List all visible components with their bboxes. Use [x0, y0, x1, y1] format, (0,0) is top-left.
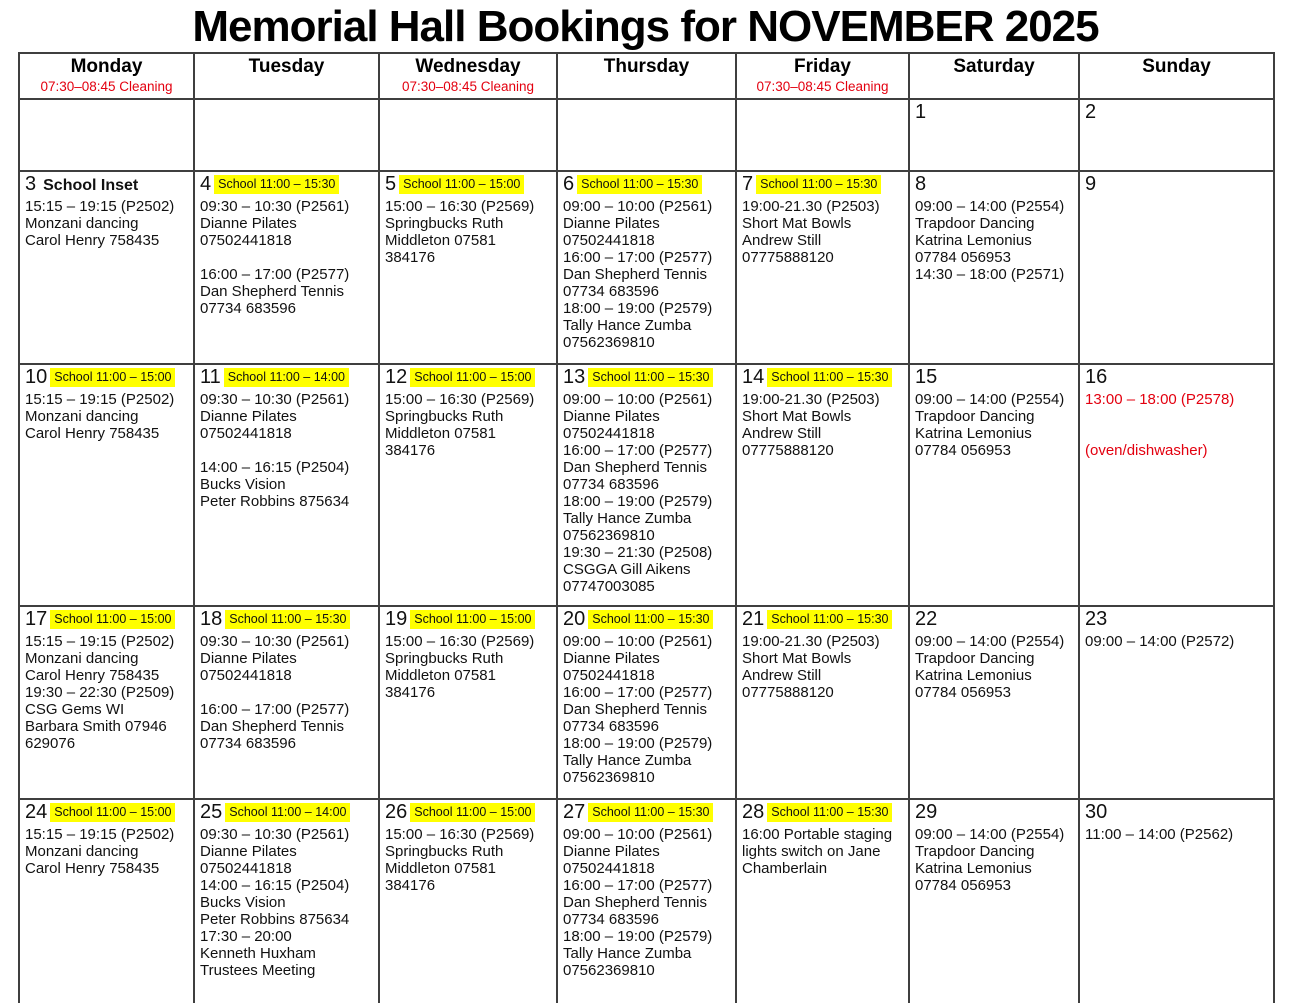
booking-line: 07502441818 — [200, 232, 292, 249]
school-hours-highlight: School 11:00 – 15:00 — [50, 610, 175, 629]
booking-line: 07775888120 — [742, 684, 834, 701]
day-number: 24 — [25, 801, 48, 823]
day-cell-top — [25, 173, 189, 197]
calendar-week-row — [19, 99, 1274, 171]
day-cell-top — [25, 366, 189, 390]
booking-line: CSGGA Gill Aikens — [563, 561, 691, 578]
booking-line: Andrew Still — [742, 232, 822, 249]
booking-line: 09:00 – 10:00 (P2561) — [563, 198, 713, 215]
booking-line: 07502441818 — [200, 860, 292, 877]
booking-line: Springbucks Ruth — [385, 843, 504, 860]
booking-line: Carol Henry 758435 — [25, 860, 160, 877]
booking-line: Monzani dancing — [25, 843, 139, 860]
booking-line: 07562369810 — [563, 769, 655, 786]
day-cell-5 — [379, 171, 557, 364]
booking-line: Katrina Lemonius — [915, 232, 1032, 249]
day-cell-top — [563, 608, 731, 632]
booking-line: 07502441818 — [563, 425, 655, 442]
booking-line: 09:00 – 14:00 (P2554) — [915, 198, 1065, 215]
day-cell-23 — [1079, 606, 1274, 799]
booking-line: Dan Shepherd Tennis — [563, 894, 707, 911]
booking-line: 19:30 – 22:30 (P2509) — [25, 684, 175, 701]
school-hours-highlight: School 11:00 – 15:30 — [225, 610, 350, 629]
calendar-week-row — [19, 606, 1274, 799]
school-hours-highlight: School 11:00 – 15:30 — [588, 368, 713, 387]
day-number: 16 — [1085, 366, 1108, 388]
school-hours-highlight: School 11:00 – 15:30 — [756, 175, 881, 194]
booking-line: Dan Shepherd Tennis — [200, 718, 344, 735]
day-header-label: Thursday — [603, 56, 690, 77]
day-cell-top — [385, 173, 552, 197]
booking-line: 07562369810 — [563, 334, 655, 351]
day-cell-top — [563, 801, 731, 825]
day-cell-12 — [379, 364, 557, 606]
booking-line: 09:00 – 14:00 (P2554) — [915, 826, 1065, 843]
booking-line — [200, 442, 374, 459]
booking-line: Tally Hance Zumba — [563, 752, 692, 769]
booking-line: Middleton 07581 — [385, 425, 496, 442]
school-inset-label: School Inset — [43, 177, 139, 194]
booking-line: 18:00 – 19:00 (P2579) — [563, 928, 713, 945]
booking-line: Barbara Smith 07946 — [25, 718, 167, 735]
day-cell-26 — [379, 799, 557, 1003]
booking-line: 07562369810 — [563, 962, 655, 979]
booking-line — [1085, 425, 1269, 442]
day-number: 15 — [915, 366, 938, 388]
day-number: 11 — [200, 366, 221, 388]
day-number: 27 — [563, 801, 586, 823]
booking-line: 14:00 – 16:15 (P2504) — [200, 877, 350, 894]
day-cell-top — [742, 173, 904, 197]
booking-line: Short Mat Bowls — [742, 408, 852, 425]
booking-line: 09:00 – 10:00 (P2561) — [563, 391, 713, 408]
day-cell-16 — [1079, 364, 1274, 606]
booking-line: Middleton 07581 — [385, 860, 496, 877]
booking-line: Dianne Pilates — [563, 215, 660, 232]
booking-line: 18:00 – 19:00 (P2579) — [563, 300, 713, 317]
booking-line: Andrew Still — [742, 425, 822, 442]
day-number: 2 — [1085, 101, 1097, 123]
day-header-thursday — [557, 53, 736, 99]
booking-line: 15:15 – 19:15 (P2502) — [25, 826, 175, 843]
booking-line: 07502441818 — [563, 667, 655, 684]
day-cell-top — [915, 173, 1074, 197]
booking-line: Monzani dancing — [25, 408, 139, 425]
booking-line: 09:30 – 10:30 (P2561) — [200, 391, 350, 408]
day-cell-2 — [1079, 99, 1274, 171]
day-number: 25 — [200, 801, 223, 823]
day-cell-top — [385, 366, 552, 390]
booking-line: 19:00-21.30 (P2503) — [742, 391, 880, 408]
booking-line: 18:00 – 19:00 (P2579) — [563, 493, 713, 510]
booking-line: Middleton 07581 — [385, 232, 496, 249]
booking-line: 09:00 – 10:00 (P2561) — [563, 633, 713, 650]
day-header-sunday — [1079, 53, 1274, 99]
day-cell-22 — [909, 606, 1079, 799]
day-cell-top — [915, 101, 1074, 125]
day-header-label: Sunday — [1142, 56, 1211, 77]
booking-line: 09:30 – 10:30 (P2561) — [200, 633, 350, 650]
booking-line: Chamberlain — [742, 860, 828, 877]
school-hours-highlight: School 11:00 – 15:00 — [50, 368, 175, 387]
booking-line: 07734 683596 — [563, 476, 659, 493]
day-header-label: Wednesday — [415, 56, 521, 77]
day-cell-top — [742, 608, 904, 632]
booking-line: Carol Henry 758435 — [25, 232, 160, 249]
booking-line: 19:00-21.30 (P2503) — [742, 633, 880, 650]
booking-line: Dianne Pilates — [200, 650, 297, 667]
day-cell-top — [1085, 366, 1269, 390]
booking-line: 384176 — [385, 249, 436, 266]
calendar-week-row — [19, 364, 1274, 606]
booking-line — [1085, 408, 1269, 425]
page-title: Memorial Hall Bookings for NOVEMBER 2025 — [192, 2, 1099, 51]
booking-line: Monzani dancing — [25, 650, 139, 667]
day-number: 3 — [25, 173, 37, 195]
school-hours-highlight: School 11:00 – 15:30 — [767, 803, 892, 822]
booking-line: Trapdoor Dancing — [915, 215, 1035, 232]
day-cell-top — [385, 608, 552, 632]
booking-line: Tally Hance Zumba — [563, 510, 692, 527]
booking-line: 07734 683596 — [200, 300, 296, 317]
booking-line: 07784 056953 — [915, 684, 1011, 701]
booking-line: Katrina Lemonius — [915, 860, 1032, 877]
booking-line: 19:00-21.30 (P2503) — [742, 198, 880, 215]
day-cell-empty — [736, 99, 909, 171]
day-number: 14 — [742, 366, 765, 388]
day-cell-top — [1085, 173, 1269, 197]
booking-line: Trapdoor Dancing — [915, 843, 1035, 860]
booking-line: 13:00 – 18:00 (P2578) — [1085, 391, 1235, 408]
day-number: 29 — [915, 801, 938, 823]
booking-line: 14:00 – 16:15 (P2504) — [200, 459, 350, 476]
day-number: 21 — [742, 608, 765, 630]
booking-line: 07775888120 — [742, 249, 834, 266]
booking-line: 15:15 – 19:15 (P2502) — [25, 633, 175, 650]
booking-line: Dianne Pilates — [563, 408, 660, 425]
day-cell-10 — [19, 364, 194, 606]
school-hours-highlight: School 11:00 – 15:00 — [410, 610, 535, 629]
booking-line: 15:00 – 16:30 (P2569) — [385, 826, 535, 843]
booking-line: 629076 — [25, 735, 76, 752]
school-hours-highlight: School 11:00 – 15:00 — [50, 803, 175, 822]
bookings-calendar — [18, 52, 1275, 1003]
day-header-wednesday — [379, 53, 557, 99]
day-number: 19 — [385, 608, 408, 630]
day-cell-top — [915, 366, 1074, 390]
booking-line: 15:00 – 16:30 (P2569) — [385, 633, 535, 650]
day-number: 1 — [915, 101, 927, 123]
day-header-saturday — [909, 53, 1079, 99]
booking-line: Dianne Pilates — [563, 843, 660, 860]
booking-line: Dianne Pilates — [200, 215, 297, 232]
booking-line: 09:00 – 14:00 (P2572) — [1085, 633, 1235, 650]
day-cell-empty — [19, 99, 194, 171]
day-number: 9 — [1085, 173, 1097, 195]
booking-line: Andrew Still — [742, 667, 822, 684]
day-cell-top — [563, 366, 731, 390]
booking-line: 07747003085 — [563, 578, 655, 595]
day-cell-top — [200, 173, 374, 197]
booking-line: 18:00 – 19:00 (P2579) — [563, 735, 713, 752]
booking-line: 07734 683596 — [563, 283, 659, 300]
booking-line: Bucks Vision — [200, 476, 286, 493]
booking-line: 15:15 – 19:15 (P2502) — [25, 198, 175, 215]
booking-line: Carol Henry 758435 — [25, 667, 160, 684]
school-hours-highlight: School 11:00 – 15:00 — [399, 175, 524, 194]
day-cell-top — [1085, 101, 1269, 125]
booking-line: CSG Gems WI — [25, 701, 125, 718]
booking-line: (oven/dishwasher) — [1085, 442, 1208, 459]
day-number: 18 — [200, 608, 223, 630]
day-cell-top — [200, 801, 374, 825]
day-cell-top — [200, 366, 374, 390]
day-number: 6 — [563, 173, 575, 195]
booking-line: 07784 056953 — [915, 877, 1011, 894]
day-cell-28 — [736, 799, 909, 1003]
day-cell-14 — [736, 364, 909, 606]
day-cell-18 — [194, 606, 379, 799]
day-cell-empty — [194, 99, 379, 171]
booking-line: 16:00 Portable staging — [742, 826, 893, 843]
calendar-body — [19, 99, 1274, 1003]
booking-line: Dan Shepherd Tennis — [563, 459, 707, 476]
school-hours-highlight: School 11:00 – 15:00 — [410, 368, 535, 387]
day-cell-top — [25, 608, 189, 632]
day-number: 12 — [385, 366, 408, 388]
day-number: 22 — [915, 608, 938, 630]
calendar-header-row — [19, 53, 1274, 99]
booking-line: 09:00 – 10:00 (P2561) — [563, 826, 713, 843]
booking-line: Short Mat Bowls — [742, 215, 852, 232]
school-hours-highlight: School 11:00 – 15:30 — [767, 610, 892, 629]
school-hours-highlight: School 11:00 – 15:30 — [577, 175, 702, 194]
cleaning-note: 07:30–08:45 Cleaning — [40, 79, 173, 94]
booking-line: 384176 — [385, 442, 436, 459]
day-cell-top — [1085, 801, 1269, 825]
booking-line — [200, 684, 374, 701]
booking-line — [200, 249, 374, 266]
booking-line: 09:00 – 14:00 (P2554) — [915, 391, 1065, 408]
day-cell-top — [200, 608, 374, 632]
school-hours-highlight: School 11:00 – 15:30 — [588, 803, 713, 822]
booking-line: Dianne Pilates — [200, 408, 297, 425]
booking-line: Tally Hance Zumba — [563, 317, 692, 334]
cleaning-note: 07:30–08:45 Cleaning — [756, 79, 889, 94]
booking-line: Tally Hance Zumba — [563, 945, 692, 962]
booking-line: 16:00 – 17:00 (P2577) — [563, 877, 713, 894]
day-cell-24 — [19, 799, 194, 1003]
day-cell-9 — [1079, 171, 1274, 364]
booking-line: 16:00 – 17:00 (P2577) — [200, 701, 350, 718]
booking-line: 07784 056953 — [915, 249, 1011, 266]
day-cell-11 — [194, 364, 379, 606]
day-cell-13 — [557, 364, 736, 606]
day-cell-7 — [736, 171, 909, 364]
day-header-tuesday — [194, 53, 379, 99]
booking-line: 07775888120 — [742, 442, 834, 459]
day-cell-29 — [909, 799, 1079, 1003]
day-number: 10 — [25, 366, 48, 388]
booking-line: Trustees Meeting — [200, 962, 316, 979]
booking-line: Dan Shepherd Tennis — [563, 266, 707, 283]
day-number: 23 — [1085, 608, 1108, 630]
booking-line: 16:00 – 17:00 (P2577) — [563, 684, 713, 701]
day-cell-empty — [379, 99, 557, 171]
booking-line: 09:30 – 10:30 (P2561) — [200, 826, 350, 843]
booking-line: 07734 683596 — [563, 911, 659, 928]
day-cell-25 — [194, 799, 379, 1003]
booking-line: Trapdoor Dancing — [915, 408, 1035, 425]
calendar-header — [19, 53, 1274, 99]
booking-line: Dianne Pilates — [200, 843, 297, 860]
day-header-monday — [19, 53, 194, 99]
booking-line: 07784 056953 — [915, 442, 1011, 459]
day-number: 30 — [1085, 801, 1108, 823]
school-hours-highlight: School 11:00 – 15:30 — [767, 368, 892, 387]
day-cell-8 — [909, 171, 1079, 364]
day-cell-4 — [194, 171, 379, 364]
day-cell-empty — [557, 99, 736, 171]
booking-line: Katrina Lemonius — [915, 425, 1032, 442]
booking-line: 16:00 – 17:00 (P2577) — [200, 266, 350, 283]
day-cell-3 — [19, 171, 194, 364]
booking-line: Springbucks Ruth — [385, 215, 504, 232]
calendar-week-row — [19, 171, 1274, 364]
day-number: 20 — [563, 608, 586, 630]
booking-line: 07734 683596 — [563, 718, 659, 735]
day-number: 17 — [25, 608, 48, 630]
booking-line: 07502441818 — [200, 667, 292, 684]
day-cell-15 — [909, 364, 1079, 606]
school-hours-highlight: School 11:00 – 15:00 — [410, 803, 535, 822]
booking-line: Springbucks Ruth — [385, 408, 504, 425]
day-cell-top — [915, 608, 1074, 632]
cleaning-note: 07:30–08:45 Cleaning — [401, 79, 535, 94]
day-cell-27 — [557, 799, 736, 1003]
day-cell-20 — [557, 606, 736, 799]
day-cell-19 — [379, 606, 557, 799]
booking-line: 07562369810 — [563, 527, 655, 544]
day-cell-6 — [557, 171, 736, 364]
booking-line: Dianne Pilates — [563, 650, 660, 667]
day-header-label: Tuesday — [248, 56, 325, 77]
booking-line: 16:00 – 17:00 (P2577) — [563, 442, 713, 459]
day-cell-top — [563, 173, 731, 197]
day-header-friday — [736, 53, 909, 99]
day-number: 5 — [385, 173, 397, 195]
booking-line: 19:30 – 21:30 (P2508) — [563, 544, 713, 561]
day-cell-top — [25, 801, 189, 825]
booking-line: 07502441818 — [563, 860, 655, 877]
day-number: 7 — [742, 173, 754, 195]
day-cell-top — [1085, 608, 1269, 632]
booking-line: Springbucks Ruth — [385, 650, 504, 667]
booking-line: 14:30 – 18:00 (P2571) — [915, 266, 1065, 283]
booking-line: Carol Henry 758435 — [25, 425, 160, 442]
booking-line: Kenneth Huxham — [200, 945, 316, 962]
booking-line: 15:00 – 16:30 (P2569) — [385, 391, 535, 408]
school-hours-highlight: School 11:00 – 14:00 — [225, 803, 350, 822]
day-cell-top — [385, 801, 552, 825]
calendar-week-row — [19, 799, 1274, 1003]
day-number: 28 — [742, 801, 765, 823]
booking-line: Katrina Lemonius — [915, 667, 1032, 684]
school-hours-highlight: School 11:00 – 15:30 — [214, 175, 339, 194]
day-number: 8 — [915, 173, 927, 195]
booking-line: Trapdoor Dancing — [915, 650, 1035, 667]
day-number: 13 — [563, 366, 586, 388]
booking-line: Dan Shepherd Tennis — [563, 701, 707, 718]
booking-line: 09:00 – 14:00 (P2554) — [915, 633, 1065, 650]
booking-line: 09:30 – 10:30 (P2561) — [200, 198, 350, 215]
booking-line: 384176 — [385, 684, 436, 701]
booking-line: 384176 — [385, 877, 436, 894]
booking-line: Short Mat Bowls — [742, 650, 852, 667]
booking-line: Dan Shepherd Tennis — [200, 283, 344, 300]
booking-line: 07734 683596 — [200, 735, 296, 752]
booking-line: Bucks Vision — [200, 894, 286, 911]
booking-line: 15:15 – 19:15 (P2502) — [25, 391, 175, 408]
booking-line: Monzani dancing — [25, 215, 139, 232]
day-header-label: Monday — [70, 56, 143, 77]
day-header-label: Saturday — [953, 56, 1035, 77]
school-hours-highlight: School 11:00 – 14:00 — [224, 368, 349, 387]
day-cell-top — [915, 801, 1074, 825]
day-cell-1 — [909, 99, 1079, 171]
booking-line: 11:00 – 14:00 (P2562) — [1085, 826, 1234, 843]
day-cell-top — [742, 366, 904, 390]
booking-line: lights switch on Jane — [742, 843, 881, 860]
booking-line: 07502441818 — [200, 425, 292, 442]
day-cell-21 — [736, 606, 909, 799]
day-number: 26 — [385, 801, 408, 823]
day-header-label: Friday — [793, 56, 852, 77]
booking-line: 07502441818 — [563, 232, 655, 249]
school-hours-highlight: School 11:00 – 15:30 — [588, 610, 713, 629]
day-cell-top — [742, 801, 904, 825]
booking-line: 17:30 – 20:00 — [200, 928, 292, 945]
day-cell-30 — [1079, 799, 1274, 1003]
booking-line: Middleton 07581 — [385, 667, 496, 684]
booking-line: Peter Robbins 875634 — [200, 493, 350, 510]
day-number: 4 — [200, 173, 212, 195]
booking-line: Peter Robbins 875634 — [200, 911, 350, 928]
day-cell-17 — [19, 606, 194, 799]
booking-line: 16:00 – 17:00 (P2577) — [563, 249, 713, 266]
booking-line: 15:00 – 16:30 (P2569) — [385, 198, 535, 215]
